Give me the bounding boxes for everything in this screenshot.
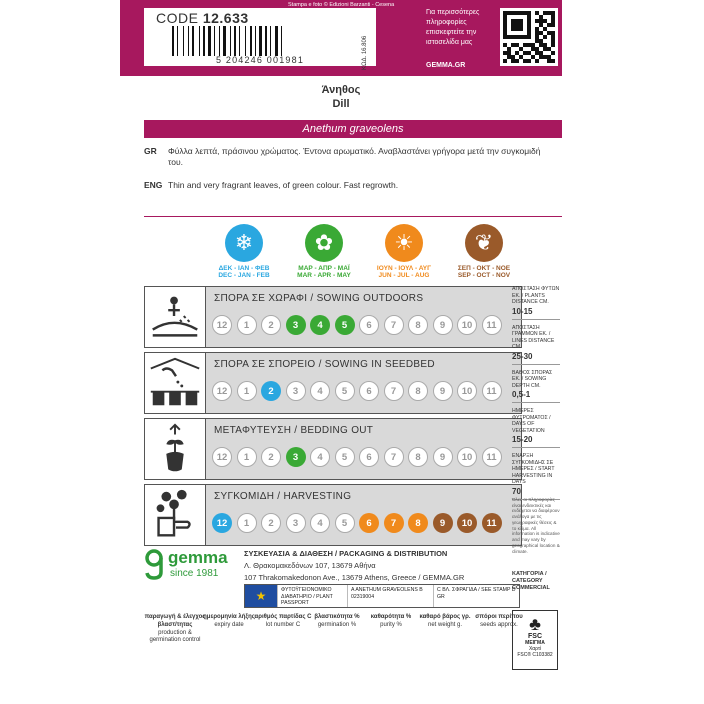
barcode-bar	[255, 26, 256, 56]
season-months-en: MAR - APR - MAY	[297, 272, 351, 279]
passport-species: A ANETHUM GRAVEOLENS B 02319004	[347, 585, 433, 607]
photo-credit: Stampa e foto © Edizioni Barzanti - Cesena	[288, 2, 395, 8]
packaging-title: ΣΥΣΚΕΥΑΣΙΑ & ΔΙΑΘΕΣΗ / PACKAGING & DISTRIBUTION	[244, 549, 448, 558]
calendar-row-title: ΣΥΓΚΟΜΙΔΗ / HARVESTING	[214, 491, 352, 502]
growing-info-column	[512, 286, 560, 505]
product-code	[156, 10, 249, 26]
barcode-bar	[175, 26, 176, 56]
month-6: 6	[359, 315, 379, 335]
month-1: 1	[237, 381, 257, 401]
barcode-bar	[265, 26, 267, 56]
month-12: 12	[212, 381, 232, 401]
barcode-bar	[275, 26, 278, 56]
barcode-bar	[272, 26, 274, 56]
barcode-bar	[206, 26, 207, 56]
batch-info-label-gr: σπόροι περίπου	[475, 614, 523, 620]
batch-info-label-gr: ημερομηνία λήξης	[203, 614, 255, 620]
month-circles	[212, 381, 506, 401]
month-3: 3	[286, 315, 306, 335]
barcode-bar	[253, 26, 254, 56]
month-1: 1	[237, 315, 257, 335]
month-5: 5	[335, 381, 355, 401]
calendar-row-sowing-outdoors	[144, 286, 522, 348]
month-2: 2	[261, 315, 281, 335]
month-11: 11	[482, 315, 502, 335]
month-1: 1	[237, 513, 257, 533]
batch-info-column	[144, 614, 206, 645]
month-9: 9	[433, 447, 453, 467]
description-text-gr: Φύλλα λεπτά, πράσινου χρώματος. Έντονα αρωματικό. Αναβλαστάνει γρήγορα μετά την συγκομιδή του.	[168, 146, 541, 168]
growing-info-label: ΗΜΕΡΕΣ ΦΥΤΡΩΜΑΤΟΣ / DAYS OF VEGETATION	[512, 408, 551, 434]
batch-info-column	[306, 614, 368, 630]
month-2: 2	[261, 381, 281, 401]
month-12: 12	[212, 447, 232, 467]
season-1	[284, 224, 364, 279]
season-3	[444, 224, 524, 279]
month-2: 2	[261, 513, 281, 533]
growing-info-value: 15-20	[512, 435, 533, 444]
lang-code-en: ENG	[144, 180, 163, 190]
barcode-bar	[250, 26, 252, 56]
month-2: 2	[261, 447, 281, 467]
month-12: 12	[212, 513, 232, 533]
growing-info-item	[512, 453, 560, 500]
month-circles	[212, 315, 506, 335]
month-9: 9	[433, 381, 453, 401]
growing-info-label: ΑΠΟΣΤΑΣΗ ΦΥΤΩΝ ΕΚ. / PLANTS DISTANCE CM.	[512, 286, 560, 305]
month-9: 9	[433, 513, 453, 533]
calendar-panel	[206, 484, 522, 546]
season-months-en: SEP - OCT - NOV	[457, 272, 511, 279]
seed-packet-back	[120, 0, 562, 704]
barcode-bar	[201, 26, 202, 56]
info-line: ιστοσελίδα μας	[426, 39, 473, 47]
section-divider	[144, 216, 562, 217]
month-4: 4	[310, 513, 330, 533]
plant-name-greek: Άνηθος	[321, 84, 361, 96]
month-5: 5	[335, 447, 355, 467]
batch-info-label-en: net weight g.	[427, 621, 463, 628]
batch-info-label-en: production & germination control	[149, 629, 201, 644]
barcode-bar	[281, 26, 282, 56]
gemma-logo	[144, 548, 234, 582]
bedding-out-icon	[144, 418, 206, 480]
growing-info-item	[512, 408, 560, 448]
month-1: 1	[237, 447, 257, 467]
flower-icon: ✿	[305, 224, 343, 262]
batch-info-column	[198, 614, 260, 630]
calendar-panel	[206, 418, 522, 480]
month-6: 6	[359, 513, 379, 533]
month-7: 7	[384, 513, 404, 533]
leaf-icon: ❦	[465, 224, 503, 262]
month-11: 11	[482, 447, 502, 467]
code-number: 12.633	[202, 10, 249, 26]
info-line: πληροφορίες	[426, 19, 467, 27]
eu-flag-icon: ★	[245, 585, 277, 607]
barcode-bar	[214, 26, 215, 56]
batch-info-label-gr: βλαστικότητα %	[314, 614, 360, 620]
season-months-gr: ΙΟΥΝ - ΙΟΥΛ - ΑΥΓ	[376, 265, 432, 272]
growing-info-label: ΒΑΘΟΣ ΣΠΟΡΑΣ ΕΚ. / SOWING DEPTH CM.	[512, 369, 553, 389]
season-months-en: JUN - JUL - AUG	[378, 272, 430, 279]
description-text-en: Thin and very fragrant leaves, of green colour. Fast regrowth.	[168, 180, 399, 190]
barcode-bar	[245, 26, 246, 56]
month-10: 10	[457, 447, 477, 467]
month-4: 4	[310, 315, 330, 335]
month-6: 6	[359, 447, 379, 467]
barcode-bar	[232, 26, 233, 56]
month-3: 3	[286, 381, 306, 401]
month-9: 9	[433, 315, 453, 335]
calendar-row-bedding-out	[144, 418, 522, 480]
divider	[512, 319, 560, 320]
barcode-bar	[199, 26, 200, 56]
batch-info-label-gr: καθαρότητα %	[370, 614, 412, 620]
calendar-row-title: ΜΕΤΑΦΥΤΕΥΣΗ / BEDDING OUT	[214, 425, 374, 436]
divider	[512, 447, 560, 448]
barcode-bar	[212, 26, 213, 56]
growing-info-value: 0,5-1	[512, 390, 531, 399]
batch-info-label-gr: καθαρό βάρος γρ.	[419, 614, 471, 620]
barcode-bar	[192, 26, 194, 56]
barcode-bar	[185, 26, 187, 56]
info-line: επισκεφτείτε την	[426, 29, 477, 37]
header-band	[120, 0, 562, 76]
month-7: 7	[384, 315, 404, 335]
barcode	[172, 26, 296, 56]
barcode-bar	[208, 26, 211, 56]
barcode-bar	[223, 26, 226, 56]
month-8: 8	[408, 513, 428, 533]
month-8: 8	[408, 447, 428, 467]
qr-code[interactable]	[500, 8, 558, 66]
barcode-bar	[283, 26, 285, 56]
logo-wordmark: gemma	[168, 548, 228, 567]
fsc-label: ΜΕΙΓΜΑ	[525, 640, 545, 646]
sowing-outdoors-icon	[144, 286, 206, 348]
barcode-bar	[172, 26, 174, 56]
season-2	[364, 224, 444, 279]
season-months-gr: ΣΕΠ - ΟΚΤ - ΝΟΕ	[457, 265, 511, 272]
barcode-bar	[279, 26, 280, 56]
barcode-bar	[221, 26, 222, 56]
snowflake-icon: ❄	[225, 224, 263, 262]
month-4: 4	[310, 447, 330, 467]
gemma-g-icon	[144, 548, 164, 580]
barcode-bar	[247, 26, 249, 56]
month-7: 7	[384, 381, 404, 401]
passport-stamp: C ΒΛ. ΣΦΡΑΓΙΔΑ / SEE STAMP D GR	[433, 585, 519, 607]
calendar-row-title: ΣΠΟΡΑ ΣΕ ΣΠΟΡΕΙΟ / SOWING IN SEEDBED	[214, 359, 435, 370]
barcode-bar	[268, 26, 269, 56]
fsc-logo	[512, 610, 558, 670]
fsc-name: FSC	[528, 633, 542, 640]
batch-info-label-en: expiry date	[214, 621, 244, 628]
latin-name-bar: Anethum graveolens	[144, 120, 562, 138]
month-3: 3	[286, 513, 306, 533]
batch-info-label-en: germination %	[317, 621, 357, 628]
seedbed-icon	[144, 352, 206, 414]
batch-info-label-gr: παραγωγή & έλεγχος βλαστ/τητας	[144, 614, 206, 628]
barcode-bar	[179, 26, 182, 56]
plant-name-english: Dill	[332, 98, 350, 110]
barcode-bar	[234, 26, 236, 56]
growing-info-item	[512, 370, 560, 404]
growing-info-value: 25-30	[512, 351, 533, 361]
barcode-bar	[257, 26, 258, 56]
barcode-bar	[259, 26, 262, 56]
info-line: Για περισσότερες	[426, 9, 480, 16]
month-8: 8	[408, 381, 428, 401]
calendar-row-title: ΣΠΟΡΑ ΣΕ ΧΩΡΑΦΙ / SOWING OUTDOORS	[214, 293, 424, 304]
passport-title: ΦΥΤΟΫΓΕΙΟΝΟΜΙΚΟ ΔΙΑΒΑΤΗΡΙΟ / PLANT PASSPORT	[277, 585, 347, 607]
growing-info-value: 10-15	[512, 306, 533, 316]
batch-info-label-en: lot number C	[265, 621, 301, 628]
month-12: 12	[212, 315, 232, 335]
barcode-bar	[263, 26, 264, 56]
fsc-tree-icon: ♣	[529, 614, 541, 634]
season-months-gr: ΔΕΚ - ΙΑΝ - ΦΕΒ	[218, 265, 270, 272]
season-0	[204, 224, 284, 279]
barcode-bar	[241, 26, 244, 56]
barcode-bar	[219, 26, 220, 56]
month-7: 7	[384, 447, 404, 467]
season-months-gr: ΜΑΡ - ΑΠΡ - ΜΑΪ	[298, 265, 350, 272]
address-english: 107 Thrakomakedonon Ave., 13679 Athens, Greece / GEMMA.GR	[244, 573, 465, 582]
barcode-bar	[227, 26, 229, 56]
fsc-sub: Χαρτί	[528, 646, 542, 652]
month-10: 10	[457, 513, 477, 533]
season-months-en: DEC - JAN - FEB	[218, 272, 270, 279]
growing-info-label: ΕΝΑΡΞΗ ΣΥΓΚΟΜΙΔΗΣ ΣΕ ΗΜΕΡΕΣ / START HARVESTING IN DAYS	[512, 453, 555, 485]
barcode-number: 5 204246 001981	[215, 55, 305, 65]
growing-info-label: ΑΠΟΣΤΑΣΗ ΓΡΑΜΜΩΝ ΕΚ. / LINES DISTANCE CM.	[512, 324, 555, 350]
calendar-panel	[206, 352, 522, 414]
batch-info-column	[360, 614, 422, 630]
fsc-code: FSC® C103382	[517, 652, 553, 658]
calendar-row-harvesting	[144, 484, 522, 546]
growing-info-value: 70	[512, 486, 521, 496]
harvesting-icon	[144, 484, 206, 546]
month-6: 6	[359, 381, 379, 401]
barcode-bar	[183, 26, 184, 56]
barcode-bar	[190, 26, 191, 56]
kod-vertical-text: ΚΩΔ. 16.806	[362, 35, 368, 70]
month-8: 8	[408, 315, 428, 335]
divider	[512, 402, 560, 403]
barcode-bar	[239, 26, 240, 56]
month-circles	[212, 513, 506, 533]
address-greek: Λ. Θρακομακεδόνων 107, 13679 Αθήνα	[244, 561, 376, 570]
batch-info-column	[252, 614, 314, 630]
barcode-bar	[216, 26, 218, 56]
barcode-bar	[237, 26, 238, 56]
growing-info-item	[512, 325, 560, 365]
more-info-text	[426, 8, 479, 49]
month-5: 5	[335, 513, 355, 533]
month-4: 4	[310, 381, 330, 401]
batch-info-label-en: seeds approx.	[480, 621, 518, 628]
barcode-bar	[270, 26, 271, 56]
month-11: 11	[482, 381, 502, 401]
website-link[interactable]: GEMMA.GR	[426, 62, 466, 69]
logo-since: since 1981	[170, 568, 219, 579]
category-label: ΚΑΤΗΓΟΡΙΑ / CATEGORY COMMERCIAL	[512, 571, 550, 592]
calendar-row-seedbed	[144, 352, 522, 414]
disclaimer: Όλες οι πληροφορίες είναι ενδεικτικές και ενδέχεται να διαφέρουν ανάλογα με τις γεωγραφικές θέσεις & το κλίμα. All information is indicative and may vary by geographical location & climate.	[512, 497, 560, 554]
month-5: 5	[335, 315, 355, 335]
month-10: 10	[457, 315, 477, 335]
lang-code-gr: GR	[144, 146, 157, 156]
barcode-bar	[203, 26, 205, 56]
barcode-bar	[230, 26, 231, 56]
barcode-bar	[195, 26, 198, 56]
month-11: 11	[482, 513, 502, 533]
plant-passport	[244, 584, 520, 608]
code-label: CODE	[156, 10, 199, 26]
batch-info-label-en: purity %	[380, 621, 402, 628]
divider	[512, 364, 560, 365]
month-10: 10	[457, 381, 477, 401]
sun-icon: ☀	[385, 224, 423, 262]
barcode-bar	[188, 26, 189, 56]
batch-info-column	[414, 614, 476, 630]
month-circles	[212, 447, 506, 467]
code-box	[144, 8, 376, 70]
month-3: 3	[286, 447, 306, 467]
batch-info-label-gr: αριθμός παρτίδας C	[254, 614, 312, 620]
barcode-bar	[177, 26, 178, 56]
calendar-panel	[206, 286, 522, 348]
growing-info-item	[512, 286, 560, 320]
